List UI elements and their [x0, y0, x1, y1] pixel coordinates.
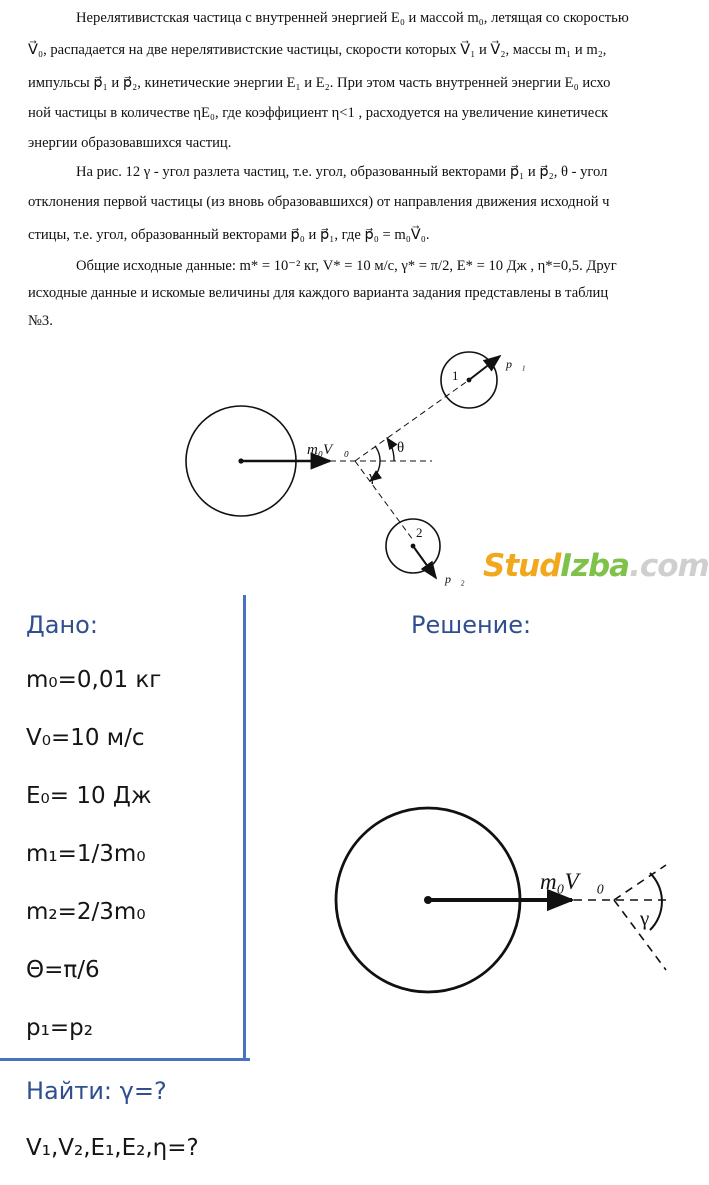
watermark-part: Izba [560, 548, 630, 584]
given-heading: Дано: [26, 611, 98, 639]
given-item: E₀= 10 Дж [26, 783, 152, 809]
problem-text-line: Нерелятивистская частица с внутренней энергией E₀ и массой m₀, летящая со скоростью [76, 10, 629, 26]
sketch-momentum-label: m₀V⃗₀ [540, 869, 605, 894]
solution-sketch [0, 595, 666, 1185]
problem-text-line: Общие исходные данные: m* = 10⁻² кг, V* = 10 м/с, γ* = π/2, E* = 10 Дж , η*=0,5. Друг [76, 258, 617, 274]
solution-heading: Решение: [411, 611, 532, 639]
problem-text-line: отклонения первой частицы (из вновь образовавшихся) от направления движения исходной ч [28, 194, 610, 210]
gamma-label: γ [369, 469, 376, 485]
p2-dashed-line [355, 461, 413, 540]
watermark-part: Stud [483, 548, 561, 584]
particle-2-label: 2 [416, 525, 423, 540]
sketch-gamma-label: γ [640, 906, 650, 930]
watermark-part: .com [629, 548, 709, 584]
find-heading: Найти: γ=? [26, 1077, 167, 1105]
theta-arc [387, 438, 394, 461]
theta-label: θ [397, 440, 405, 456]
particle-1-label: 1 [452, 368, 459, 383]
given-item: m₂=2/3m₀ [26, 899, 146, 925]
problem-text-line: На рис. 12 γ - угол разлета частиц, т.е. угол, образованный векторами p⃗₁ и p⃗₂, θ - угол [76, 164, 608, 180]
p1-label: p⃗₁ [506, 357, 526, 371]
problem-text-line: V⃗₀, распадается на две нерелятивистские частицы, скорости которых V⃗₁ и V⃗₂, массы m₁ и m₂, [28, 42, 607, 58]
problem-text-line: энергии образовавшихся частиц. [28, 135, 232, 151]
problem-text-line: исходные данные и искомые величины для каждого варианта задания представлены в таблиц [28, 285, 609, 301]
problem-text-line: стицы, т.е. угол, образованный векторами p⃗₀ и p⃗₁, где p⃗₀ = m₀V⃗₀. [28, 227, 430, 243]
momentum-label: m₀V⃗₀ [307, 442, 350, 458]
find-values: V₁,V₂,E₁,E₂,η=? [26, 1135, 199, 1161]
p1-dashed-line [355, 380, 469, 461]
p1-vector [469, 356, 500, 380]
solution-board [0, 595, 666, 1185]
decay-diagram [0, 0, 666, 595]
problem-text-line: №3. [28, 313, 53, 329]
given-item: m₀=0,01 кг [26, 667, 162, 693]
watermark-logo [483, 548, 709, 584]
sketch-gamma-arc [650, 873, 662, 930]
problem-text-line: импульсы p⃗₁ и p⃗₂, кинетические энергии E₁ и E₂. При этом часть внутренней энергии E₀ исхо [28, 75, 611, 91]
given-item: V₀=10 м/с [26, 725, 145, 751]
problem-text-line: ной частицы в количестве ηE₀, где коэффициент η<1 , расходуется на увеличение кинетическ [28, 105, 609, 121]
p2-label: p⃗₂ [445, 572, 465, 586]
given-item: Θ=π/6 [26, 957, 100, 983]
given-item: m₁=1/3m₀ [26, 841, 146, 867]
given-item: p₁=p₂ [26, 1015, 93, 1041]
